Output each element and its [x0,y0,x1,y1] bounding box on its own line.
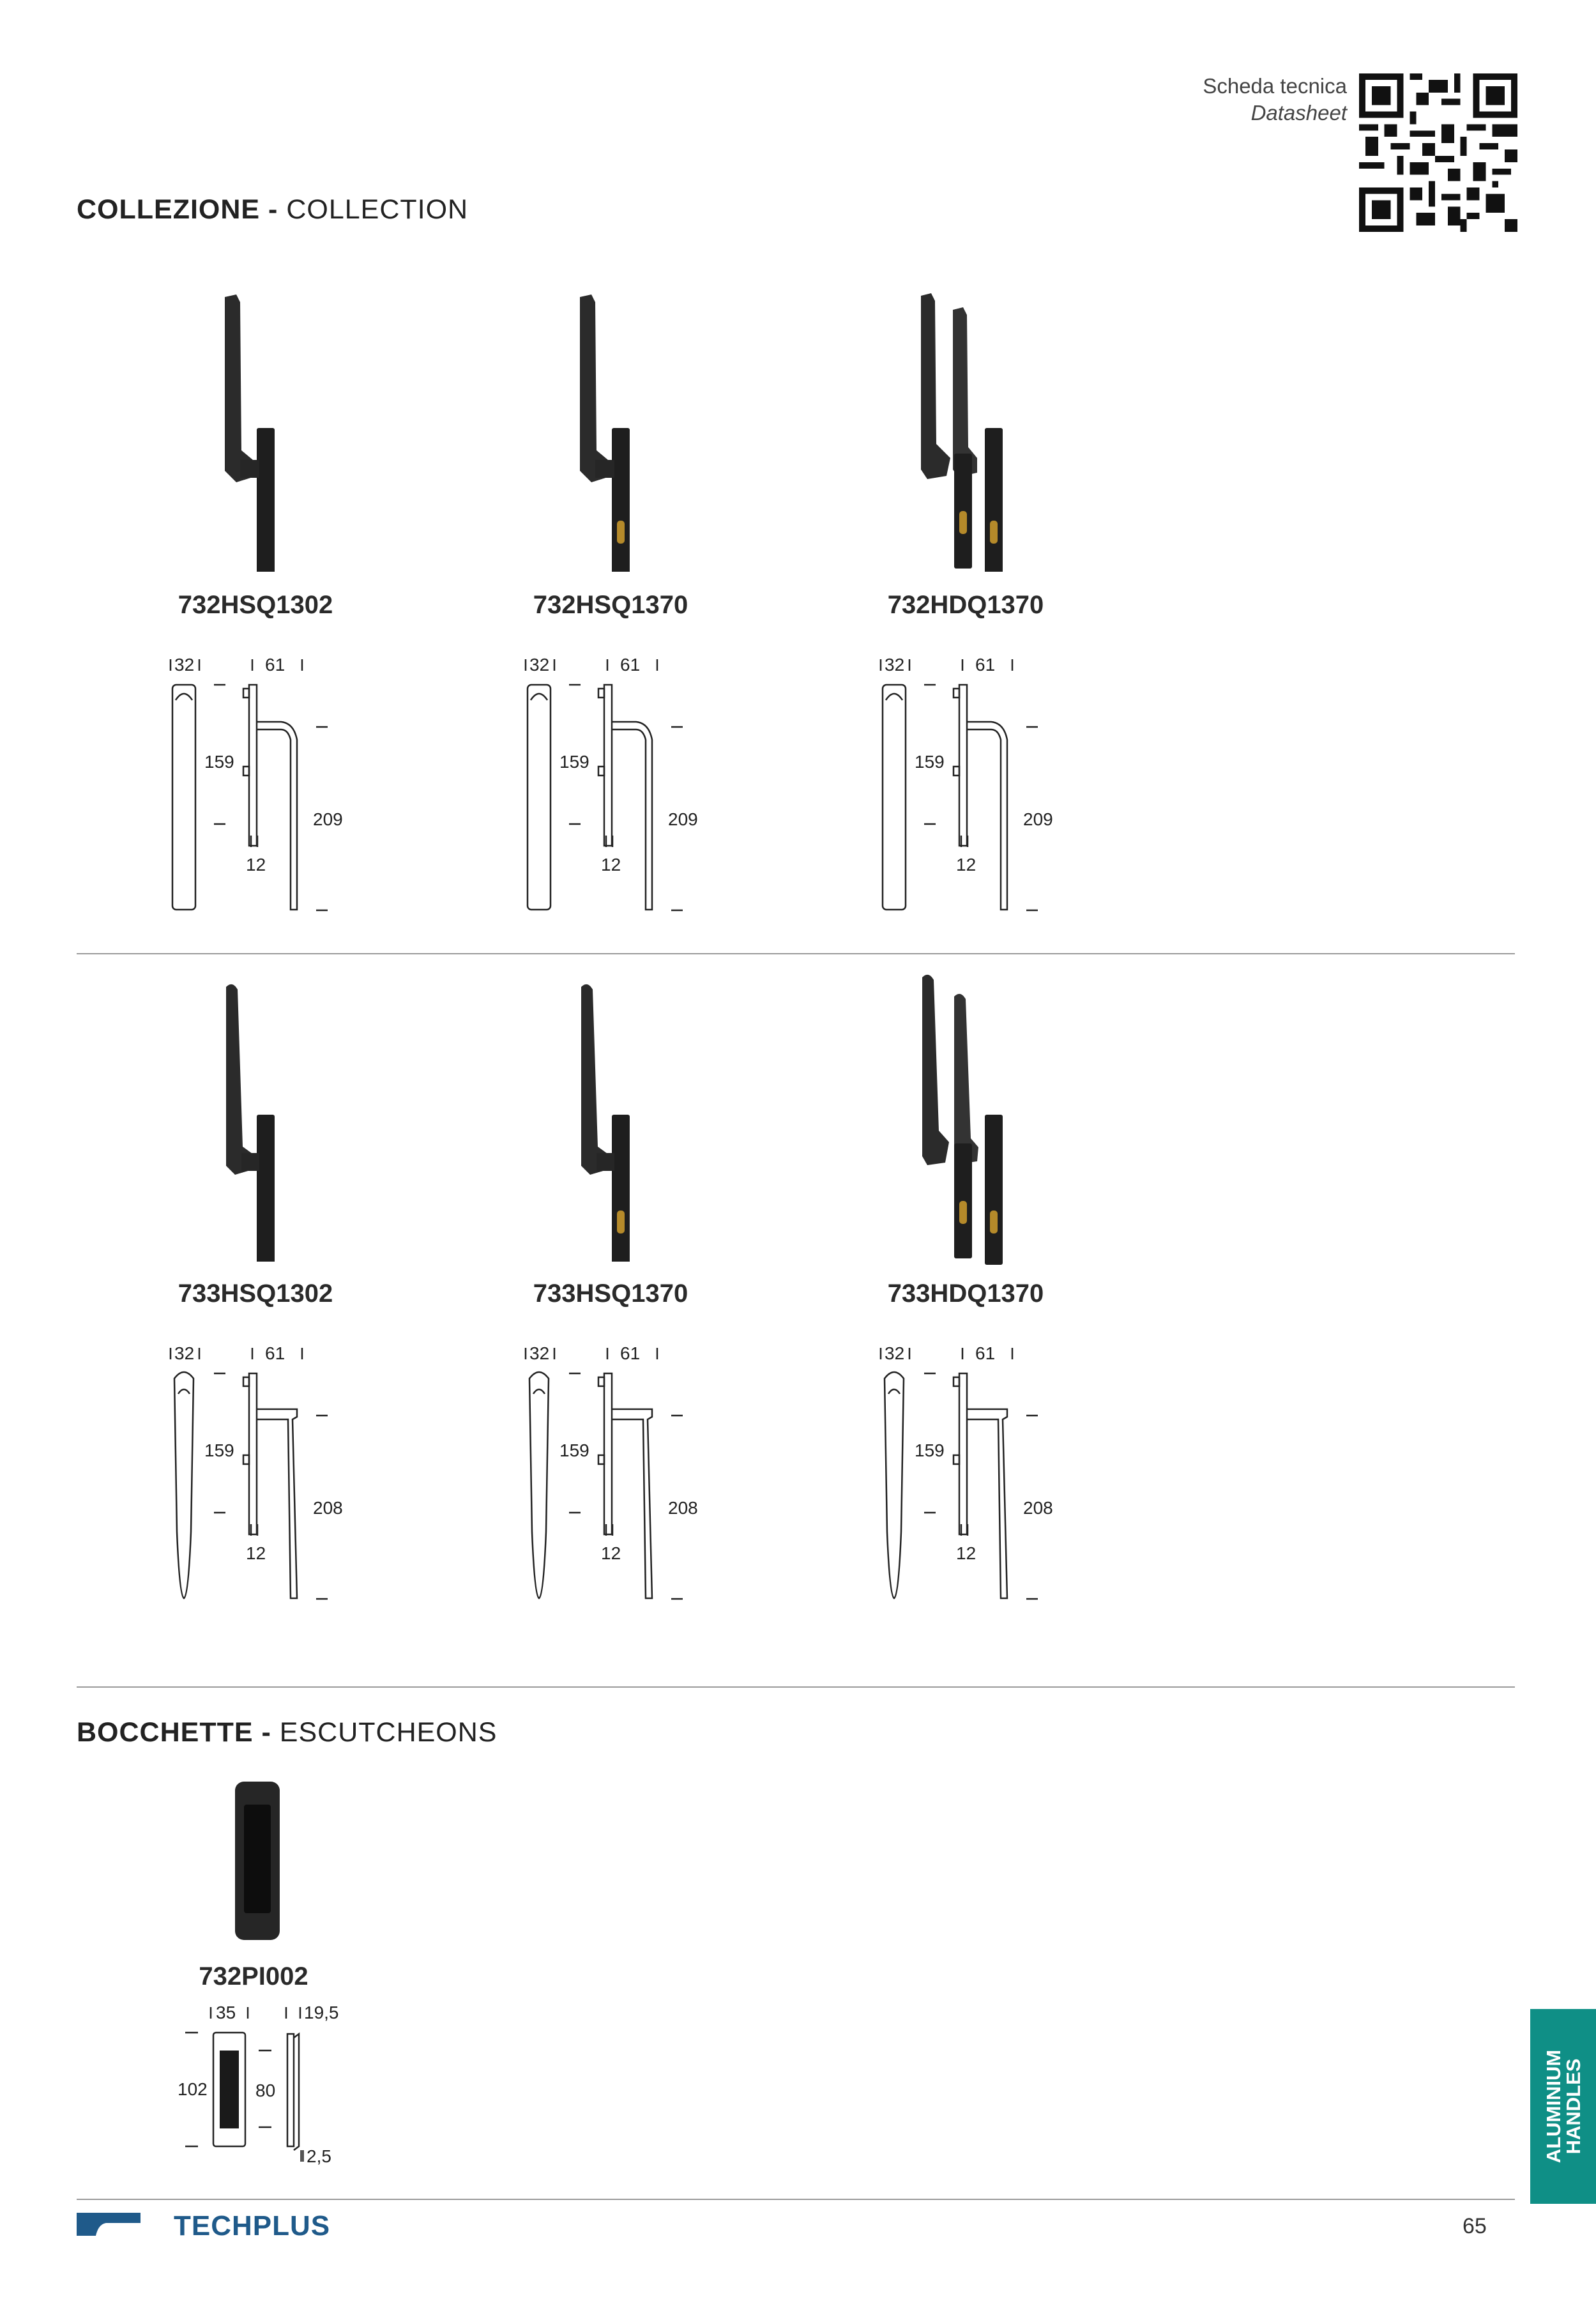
section-title-light: ESCUTCHEONS [279,1717,498,1748]
divider [77,2199,1515,2200]
dim-label: 159 [915,752,945,772]
dim-label: 159 [559,752,589,772]
dim-label: 12 [246,1543,266,1563]
section-title-collection [77,194,468,225]
datasheet-label-it: Scheda tecnica [1203,74,1347,98]
dim-label: 12 [601,855,621,875]
dim-label: 61 [265,655,285,675]
product-code: 732HSQ1370 [533,591,688,619]
dim-label: 61 [975,655,996,675]
dim-label: 12 [956,855,977,875]
section-title-light: COLLECTION [286,194,469,225]
product-code: 733HSQ1370 [533,1279,688,1308]
divider [77,953,1515,954]
product-code: 732PI002 [199,1962,308,1990]
brand-name: TECHPLUS [174,2210,331,2242]
dim-label: 32 [174,1343,195,1363]
datasheet-label-en: Datasheet [1250,101,1347,125]
product-code: 732HSQ1302 [178,591,333,619]
dim-label: 159 [915,1440,945,1460]
tech-drawing-732hsq1302 [163,652,354,920]
dim-label: 2,5 [307,2146,331,2165]
dim-label: 32 [174,655,195,675]
dim-label: 209 [1023,809,1053,829]
dim-label: 102 [178,2079,208,2099]
side-tab-line1: ALUMINIUM [1542,2049,1565,2164]
dim-label: 12 [601,1543,621,1563]
side-tab-aluminium-handles [1530,2009,1596,2204]
dim-label: 159 [559,1440,589,1460]
tech-drawing-732hsq1370 [518,652,710,920]
product-code: 733HSQ1302 [178,1279,333,1308]
side-tab-line2: HANDLES [1562,2058,1585,2155]
dim-label: 61 [620,1343,641,1363]
product-photo-732hdq1370 [913,291,1022,572]
tech-drawing-732pi002 [172,1999,345,2165]
product-code: 732HDQ1370 [887,591,1044,619]
section-title-escutcheons [77,1717,497,1748]
dim-label: 32 [885,1343,905,1363]
dim-label: 61 [975,1343,996,1363]
product-photo-732pi002 [230,1779,287,1945]
tech-drawing-732hdq1370 [873,652,1065,920]
tech-drawing-733hsq1370 [518,1340,710,1608]
dim-label: 19,5 [304,2003,339,2022]
divider [77,1686,1515,1688]
section-title-bold: COLLEZIONE - [77,194,278,225]
tech-drawing-733hsq1302 [163,1340,354,1608]
section-title-bold: BOCCHETTE - [77,1717,271,1748]
techplus-logo-icon [77,2211,142,2237]
dim-label: 32 [529,655,550,675]
product-photo-732hsq1302 [217,291,307,572]
product-photo-732hsq1370 [572,291,662,572]
dim-label: 12 [956,1543,977,1563]
dim-label: 208 [313,1498,343,1518]
product-photo-733hsq1370 [572,981,662,1262]
dim-label: 209 [313,809,343,829]
product-photo-733hsq1302 [217,981,307,1262]
dim-label: 32 [529,1343,550,1363]
dim-label: 208 [1023,1498,1053,1518]
dim-label: 80 [255,2081,276,2100]
dim-label: 208 [668,1498,698,1518]
tech-drawing-733hdq1370 [873,1340,1065,1608]
dim-label: 32 [885,655,905,675]
dim-label: 159 [204,752,234,772]
dim-label: 159 [204,1440,234,1460]
dim-label: 12 [246,855,266,875]
dim-label: 35 [216,2003,236,2022]
page-number: 65 [1463,2214,1487,2238]
product-code: 733HDQ1370 [887,1279,1044,1308]
dim-label: 61 [265,1343,285,1363]
dim-label: 209 [668,809,698,829]
product-photo-733hdq1370 [913,971,1022,1265]
dim-label: 61 [620,655,641,675]
datasheet-label [1203,73,1347,126]
qr-code-icon[interactable] [1359,73,1517,232]
